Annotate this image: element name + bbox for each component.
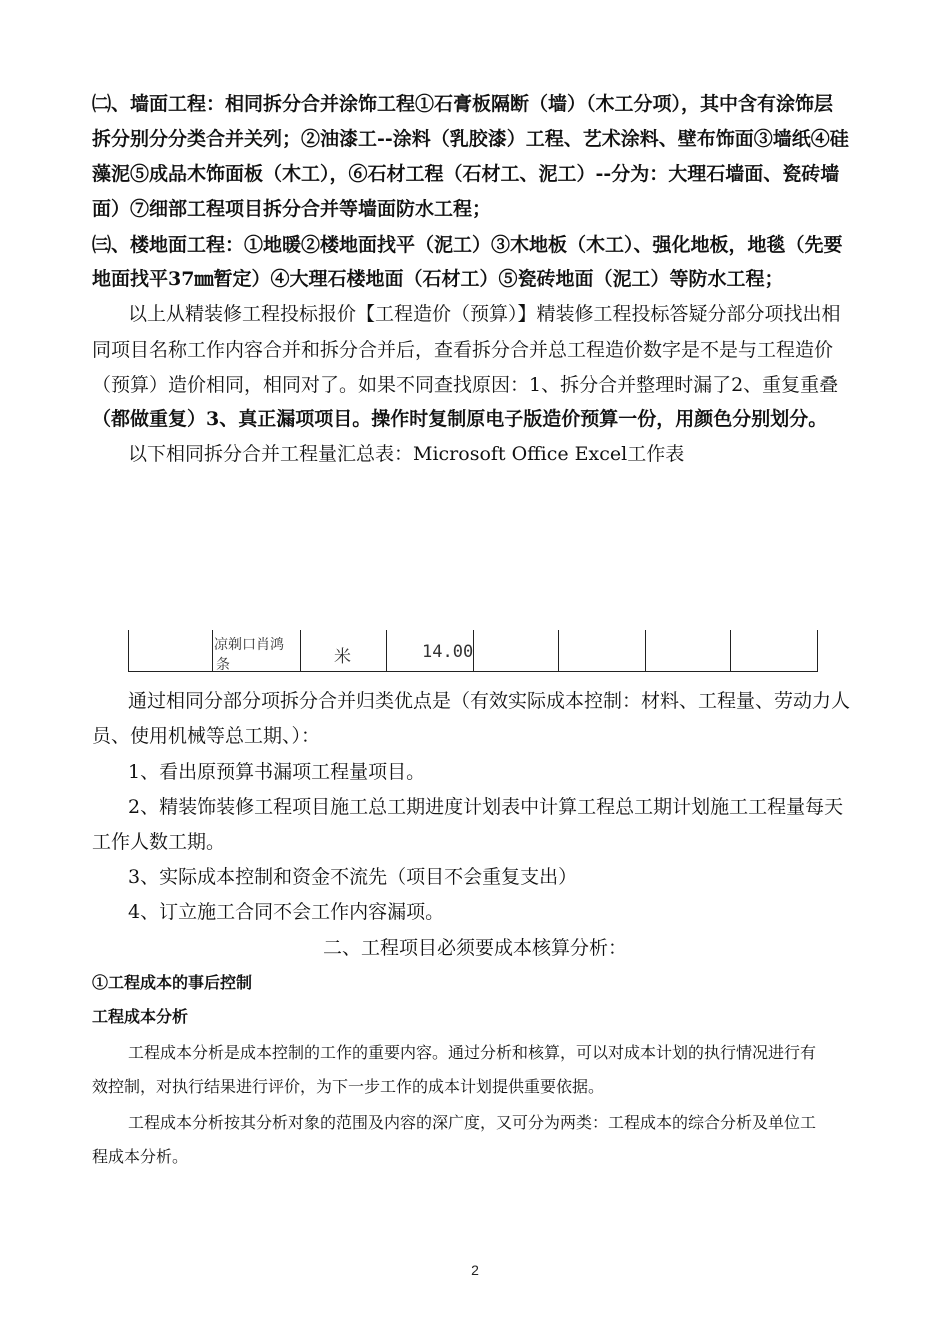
cost-analysis-para-1-line-2: 效控制，对执行结果进行评价，为下一步工作的成本计划提供重要依据。 <box>92 1077 605 1096</box>
summary-line-1: 以上从精装修工程投标报价【工程造价（预算）】精装修工程投标答疑分部分项找出相 <box>128 303 841 325</box>
floor-works-line-2: 地面找平37㎜暂定）④大理石楼地面（石材工）⑤瓷砖地面（泥工）等防水工程； <box>92 268 784 290</box>
summary-line-2: 同项目名称工作内容合并和拆分合并后，查看拆分合并总工程造价数字是不是与工程造价 <box>92 339 834 361</box>
advantage-item-1: 1、看出原预算书漏项工程量项目。 <box>128 761 426 783</box>
advantages-line-1: 通过相同分部分项拆分合并归类优点是（有效实际成本控制：材料、工程量、劳动力人 <box>128 690 851 712</box>
table-cell-name-bottom: 条 <box>216 657 230 673</box>
wall-works-line-1: ㈡、墙面工程：相同拆分合并涂饰工程①石膏板隔断（墙）（木工分项），其中含有涂饰层 <box>92 93 834 115</box>
cost-analysis-para-2-line-2: 程成本分析。 <box>92 1147 189 1166</box>
excel-sheet-caption: 以下相同拆分合并工程量汇总表：Microsoft Office Excel工作表 <box>128 443 685 465</box>
advantage-item-3: 3、实际成本控制和资金不流先（项目不会重复支出） <box>128 866 578 888</box>
advantages-line-2: 员、使用机械等总工期、）： <box>92 725 321 747</box>
advantage-item-2-line-1: 2、精装饰装修工程项目施工总工期进度计划表中计算工程总工期计划施工工程量每天 <box>128 796 844 818</box>
floor-works-line-1: ㈢、楼地面工程：①地暖②楼地面找平（泥工）③木地板（木工）、强化地板，地毯（先要 <box>92 234 843 256</box>
table-cell-quantity: 14.00 <box>422 642 474 662</box>
subheading-post-control: ①工程成本的事后控制 <box>92 973 253 992</box>
quantity-table-fragment <box>128 630 818 672</box>
table-cell-unit: 米 <box>334 647 351 667</box>
wall-works-line-4: 面）⑦细部工程项目拆分合并等墙面防水工程； <box>92 198 492 220</box>
subheading-cost-analysis: 工程成本分析 <box>92 1007 189 1026</box>
summary-line-3: （预算）造价相同，相同对了。如果不同查找原因：1、拆分合并整理时漏了2、重复重叠 <box>92 374 839 396</box>
wall-works-line-3: 藻泥⑤成品木饰面板（木工），⑥石材工程（石材工、泥工）--分为：大理石墙面、瓷砖墙 <box>92 163 840 185</box>
advantage-item-2-line-2: 工作人数工期。 <box>92 831 226 853</box>
advantage-item-4: 4、订立施工合同不会工作内容漏项。 <box>128 901 445 923</box>
cost-analysis-para-1-line-1: 工程成本分析是成本控制的工作的重要内容。通过分析和核算，可以对成本计划的执行情况进行有 <box>128 1043 817 1062</box>
cost-analysis-para-2-line-1: 工程成本分析按其分析对象的范围及内容的深广度，又可分为两类：工程成本的综合分析及单位工 <box>128 1113 817 1132</box>
summary-line-4: （都做重复）3、真正漏项项目。操作时复制原电子版造价预算一份，用颜色分别划分。 <box>92 408 828 430</box>
table-cell-name-top: 凉剃口肖鸿 <box>214 637 284 653</box>
section-2-heading: 二、工程项目必须要成本核算分析： <box>322 937 627 959</box>
page-number: 2 <box>471 1262 479 1278</box>
wall-works-line-2: 拆分别分分类合并关列；②油漆工--涂料（乳胶漆）工程、艺术涂料、壁布饰面③墙纸④硅 <box>92 128 849 150</box>
